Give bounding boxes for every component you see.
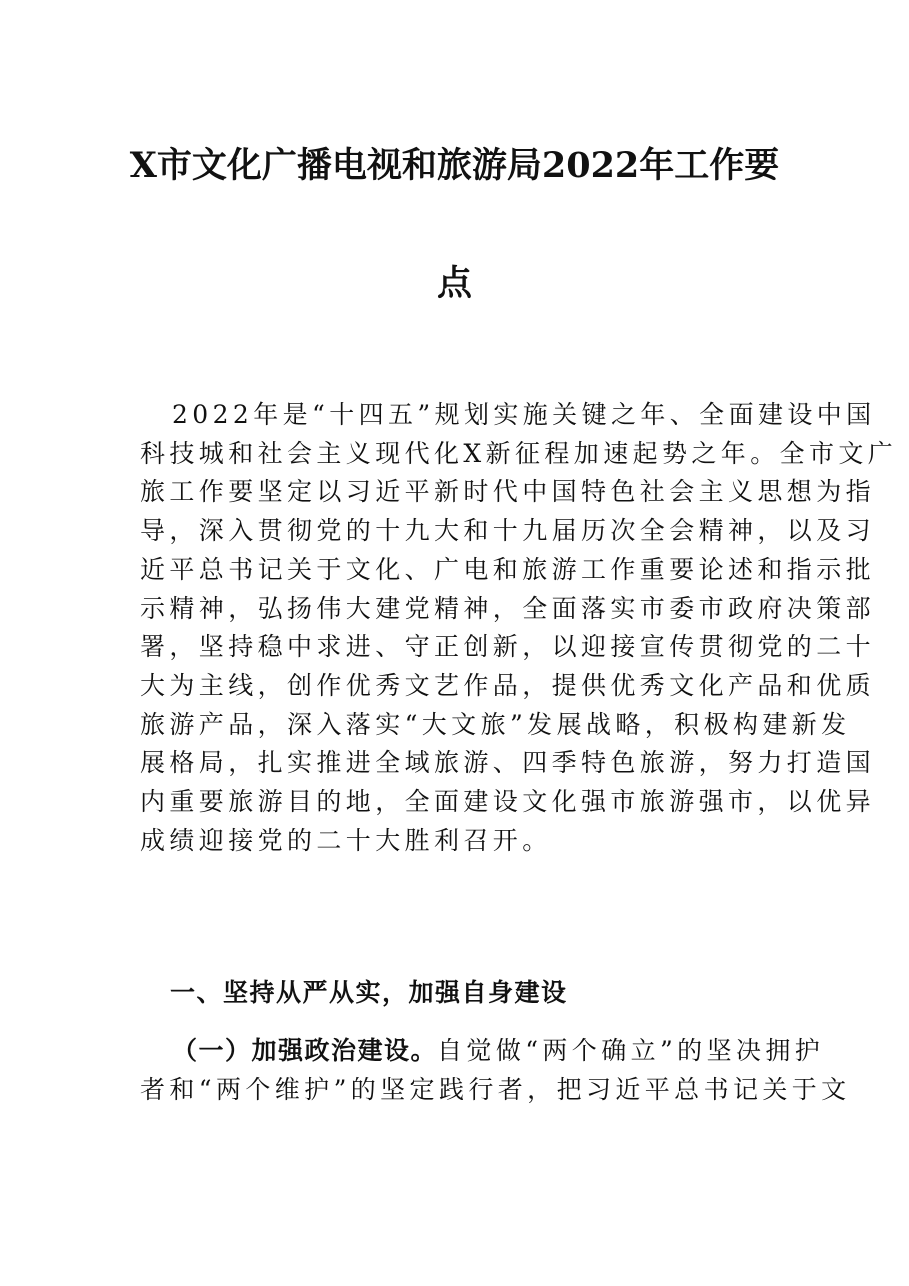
section-heading: 一、坚持从严从实，加强自身建设 <box>170 978 568 1007</box>
paragraph-line: 内重要旅游目的地，全面建设文化强市旅游强市，以优异 <box>140 787 876 817</box>
paragraph-line: 大为主线，创作优秀文艺作品，提供优秀文化产品和优质 <box>140 670 876 700</box>
paragraph-line: 示精神，弘扬伟大建党精神，全面落实市委市政府决策部 <box>140 593 876 623</box>
paragraph-line: 者和“两个维护”的坚定践行者，把习近平总书记关于文 <box>140 1074 851 1104</box>
paragraph-line: 近平总书记关于文化、广电和旅游工作重要论述和指示批 <box>140 554 876 584</box>
paragraph-line: 旅工作要坚定以习近平新时代中国特色社会主义思想为指 <box>140 477 876 507</box>
paragraph-line: （一）加强政治建设。自觉做“两个确立”的坚决拥护 <box>172 1036 825 1065</box>
document-title-line-2: 点 <box>436 263 472 304</box>
political-building-paragraph <box>140 1032 851 1109</box>
paragraph-line: 科技城和社会主义现代化X新征程加速起势之年。全市文广 <box>140 438 898 468</box>
paragraph-line: 署，坚持稳中求进、守正创新，以迎接宣传贯彻党的二十 <box>140 632 876 662</box>
paragraph-line: 成绩迎接党的二十大胜利召开。 <box>140 825 552 855</box>
paragraph-line: 旅游产品，深入落实“大文旅”发展战略，积极构建新发 <box>140 709 851 739</box>
subsection-lead: （一）加强政治建设。 <box>172 1036 438 1065</box>
document-title-line-1: X市文化广播电视和旅游局2022年工作要 <box>129 145 780 186</box>
paragraph-line: 展格局，扎实推进全域旅游、四季特色旅游，努力打造国 <box>140 748 876 778</box>
paragraph-line: 2022年是“十四五”规划实施关键之年、全面建设中国 <box>172 400 876 429</box>
intro-paragraph <box>140 396 898 860</box>
paragraph-line: 导，深入贯彻党的十九大和十九届历次全会精神，以及习 <box>140 516 876 546</box>
